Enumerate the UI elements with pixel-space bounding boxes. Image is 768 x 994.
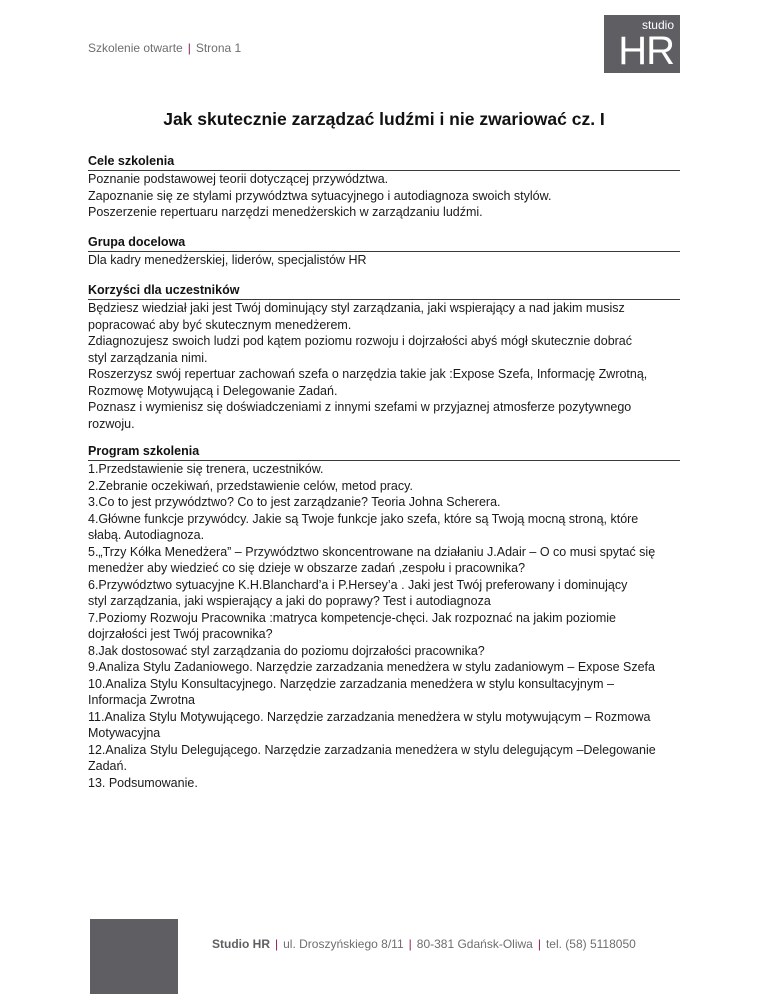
page-footer [212,937,636,951]
section-line: Motywacyjna [88,726,161,740]
section-line: 4.Główne funkcje przywódcy. Jakie są Twoje funkcje jako szefa, które są Twoją mocną stroną, które [88,511,639,526]
section-line: Poszerzenie repertuaru narzędzi menedżerskich w zarządzaniu ludźmi. [88,205,483,219]
section-line: Poznasz i wymienisz się doświadczeniami z innymi szefami w przyjaznej atmosferze pozytywnego [88,400,632,414]
section-line: 5.„Trzy Kółka Menedżera” – Przywództwo skoncentrowane na działaniu J.Adair – O co musi spytać się [88,544,656,559]
section-line: 3.Co to jest przywództwo? Co to jest zarządzanie? Teoria Johna Scherera. [88,495,501,509]
section-heading: Korzyści dla uczestników [88,282,680,300]
section-line: 7.Poziomy Rozwoju Pracownika :matryca kompetencje-chęci. Jak rozpoznać na jakim poziomie [88,610,616,625]
section-grupa-docelowa [88,234,680,269]
footer-separator: | [408,937,412,951]
footer-decoration [90,919,178,994]
header-label: Szkolenie otwarte [88,41,183,55]
page-header [88,41,241,55]
section-line: Zdiagnozujesz swoich ludzi pod kątem poziomu rozwoju i dojrzałości abyś mógł skutecznie dobrać [88,334,633,348]
section-line: 2.Zebranie oczekiwań, przedstawienie celów, metod pracy. [88,478,413,493]
footer-postal: 80-381 Gdańsk-Oliwa [416,937,533,951]
document-title: Jak skutecznie zarządzać ludźmi i nie zwariować cz. I [163,109,605,129]
section-program [88,443,680,791]
section-line: 11.Analiza Stylu Motywującego. Narzędzie zarzadzania menedżera w stylu motywującym – Rozmowa [88,709,651,724]
section-line: popracować aby być skutecznym menedżerem. [88,317,352,332]
section-line: Poznanie podstawowej teorii dotyczącej przywództwa. [88,172,389,186]
section-line: Rozmowę Motywującą i Delegowanie Zadań. [88,383,338,398]
footer-address: ul. Droszyńskiego 8/11 [283,937,404,951]
footer-phone: tel. (58) 5118050 [545,937,636,951]
section-line: 10.Analiza Stylu Konsultacyjnego. Narzędzie zarzadzania menedżera w stylu konsultacyjnym – [88,676,614,691]
footer-brand: Studio HR [212,937,270,951]
section-line: 13. Podsumowanie. [88,775,198,790]
section-line: Roszerzysz swój repertuar zachowań szefa o narzędzia takie jak :Expose Szefa, Informację Zwrotną, [88,367,648,381]
section-line: 12.Analiza Stylu Delegującego. Narzędzie zarzadzania menedżera w stylu delegującym –Delegowanie [88,742,656,757]
section-line: 9.Analiza Stylu Zadaniowego. Narzędzie zarzadzania menedżera w stylu zadaniowym – Expose Szefa [88,660,655,674]
section-line: dojrzałości jest Twój pracownika? [88,627,273,641]
logo-big-text: HR [618,29,674,73]
section-line: styl zarządzania, jaki wspierający a jaki do poprawy? Test i autodiagnoza [88,594,491,608]
section-line: Dla kadry menedżerskiej, liderów, specjalistów HR [88,253,367,267]
section-line: menedżer aby wiedzieć co się dzieje w obszarze zadań ,zespołu i pracownika? [88,561,526,575]
section-line: Zapoznanie się ze stylami przywództwa sytuacyjnego i autodiagnoza swoich stylów. [88,188,552,203]
header-separator: | [187,41,191,55]
logo-small-text: studio [641,18,674,32]
section-line: Informacja Zwrotna [88,693,195,707]
section-korzysci [88,282,680,432]
page-number: Strona 1 [195,41,242,55]
section-line: 6.Przywództwo sytuacyjne K.H.Blanchard’a i P.Hersey’a . Jaki jest Twój preferowany i dominujący [88,577,628,592]
section-line: styl zarządzania nimi. [88,350,208,365]
section-heading: Program szkolenia [88,443,680,461]
section-line: 1.Przedstawienie się trenera, uczestników. [88,462,324,476]
footer-separator: | [537,937,541,951]
section-cele-szkolenia [88,153,680,221]
section-heading: Cele szkolenia [88,153,680,171]
footer-separator: | [275,937,279,951]
section-heading: Grupa docelowa [88,234,680,252]
studio-hr-logo [604,15,680,73]
section-line: Będziesz wiedział jaki jest Twój dominujący styl zarządzania, jaki wspierający a nad jakim musisz [88,301,625,315]
section-line: rozwoju. [88,416,135,431]
section-line: Zadań. [88,759,127,773]
section-line: słabą. Autodiagnoza. [88,528,205,542]
section-line: 8.Jak dostosować styl zarządzania do poziomu dojrzałości pracownika? [88,643,485,658]
